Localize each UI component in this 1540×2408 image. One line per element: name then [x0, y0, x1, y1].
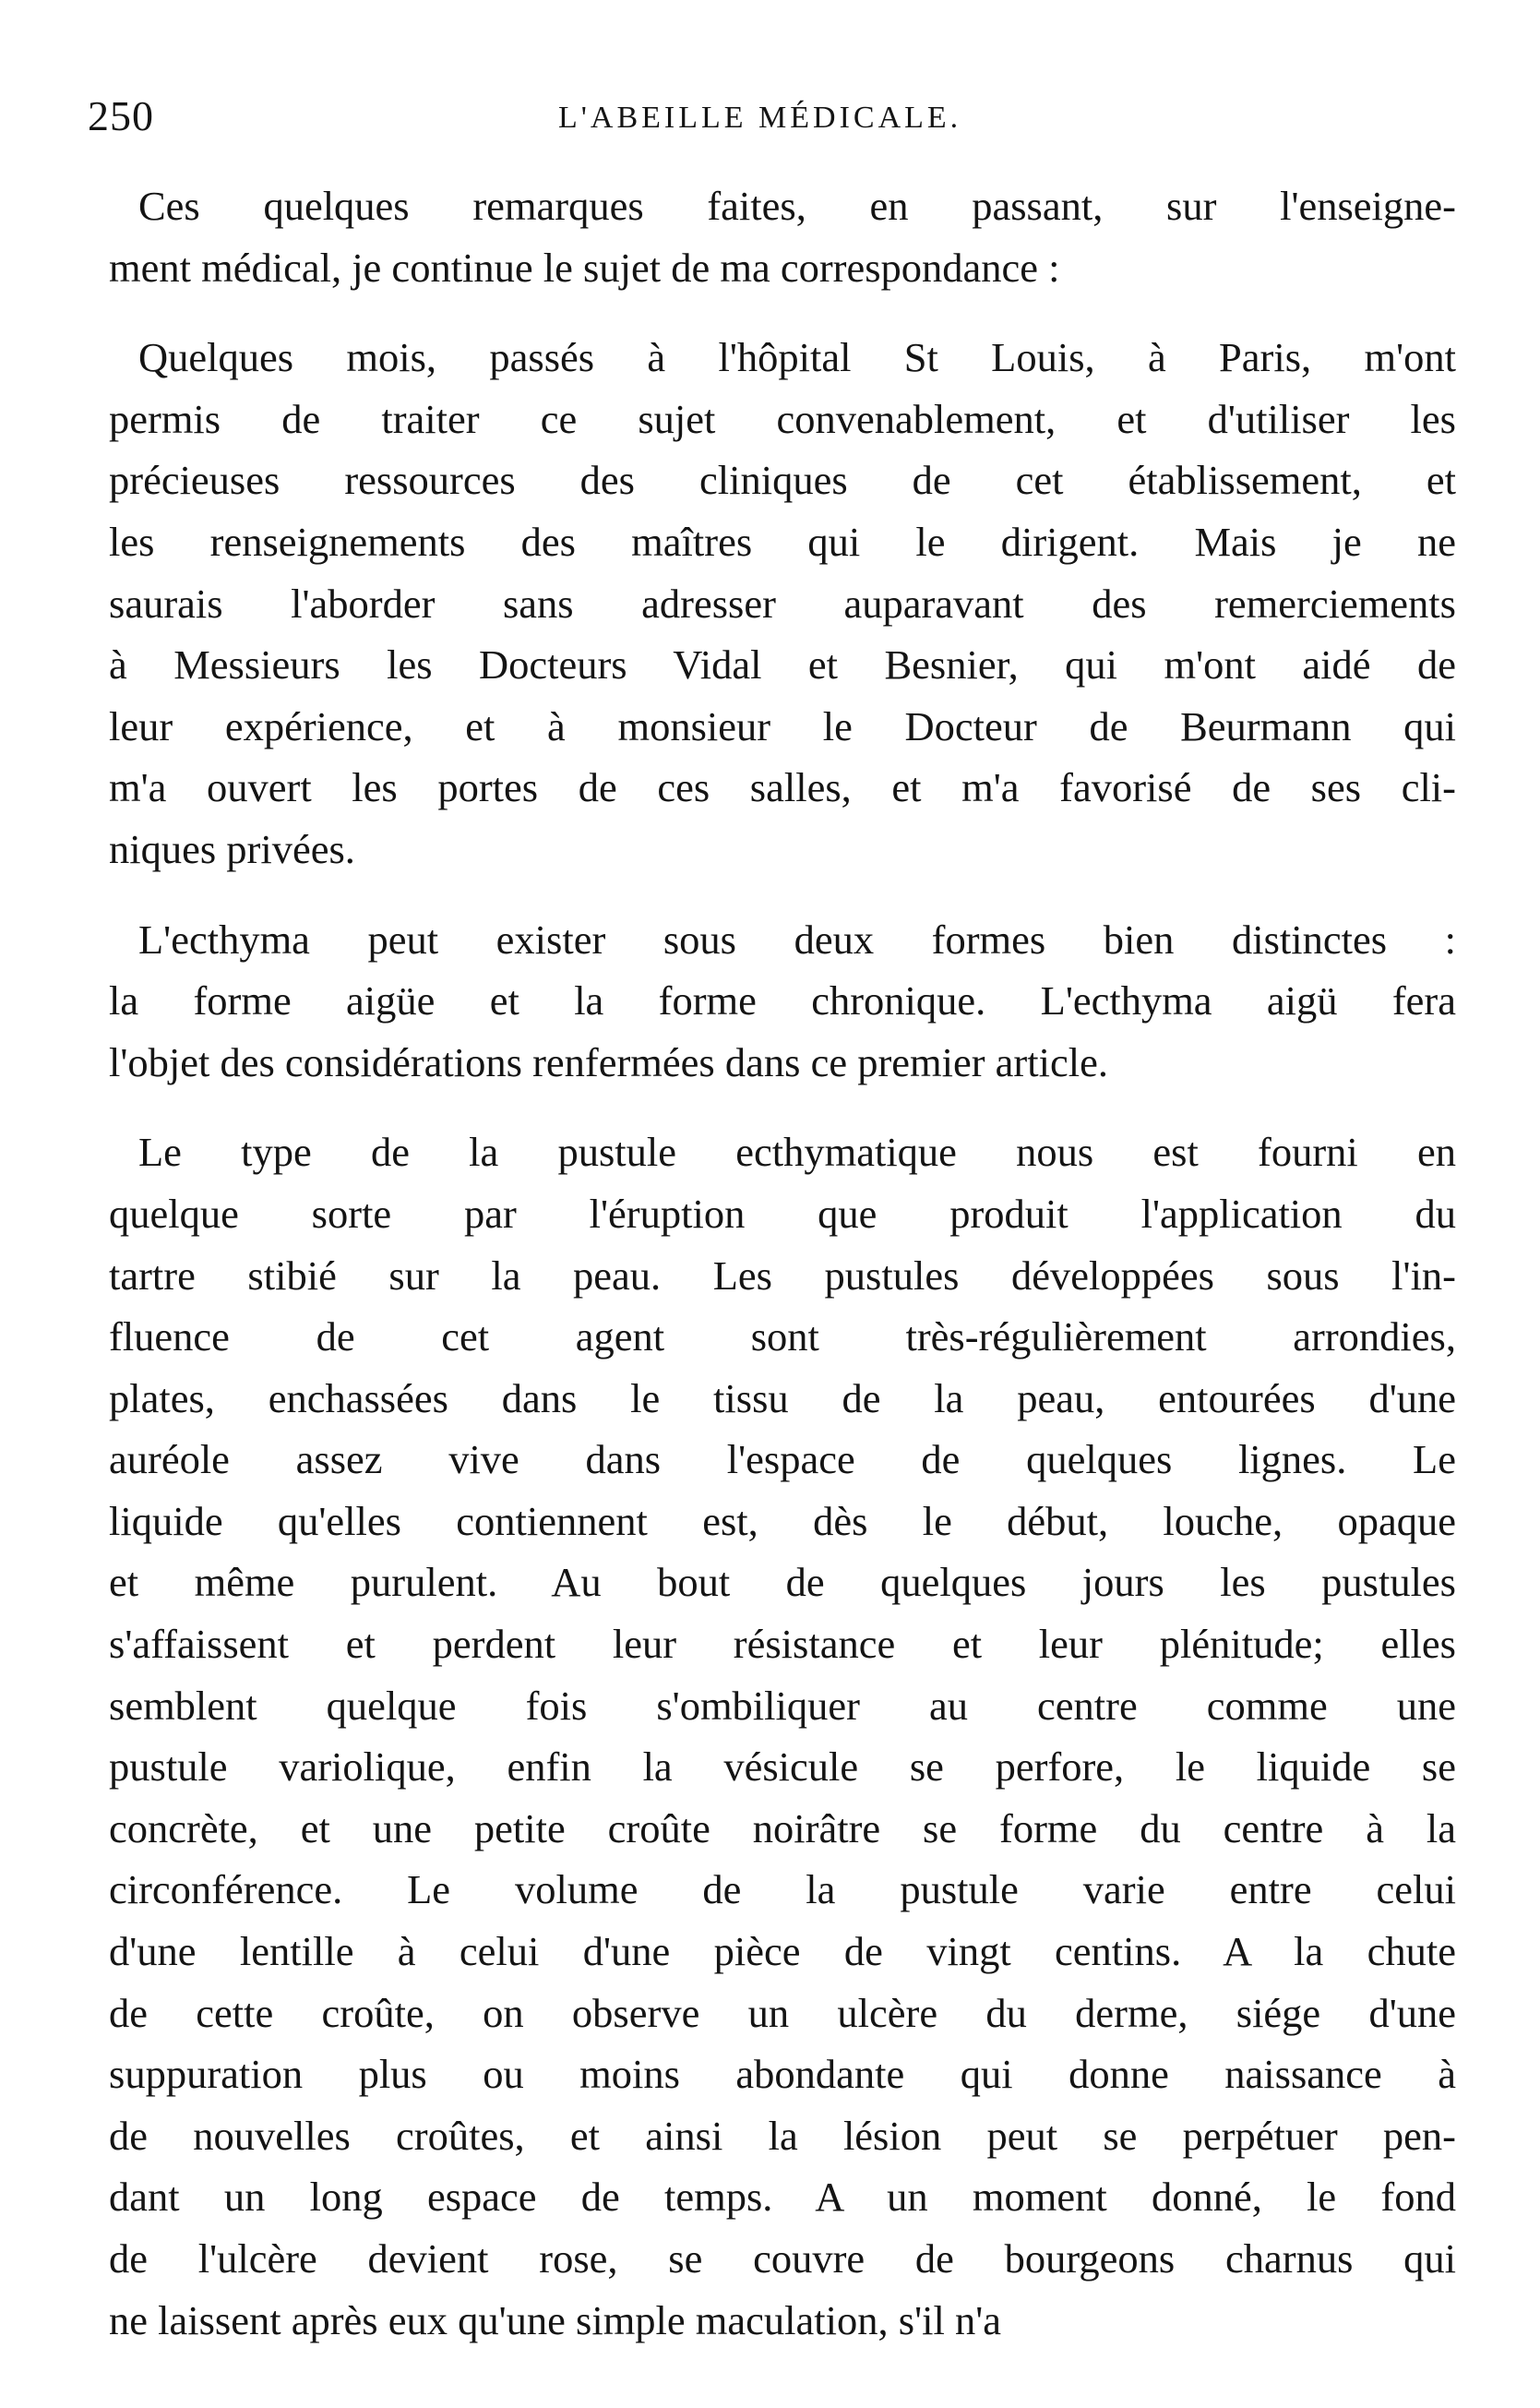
text-line: d'une lentille à celui d'une pièce de vingt centins. A la chute: [109, 1928, 1456, 1975]
page-number: 250: [88, 92, 154, 139]
running-title: L'ABEILLE MÉDICALE.: [558, 101, 962, 135]
text-line: de nouvelles croûtes, et ainsi la lésion peut se perpétuer pen-: [109, 2112, 1456, 2159]
text-line: tartre stibié sur la peau. Les pustules développées sous l'in-: [109, 1252, 1456, 1299]
paragraph: [109, 175, 1456, 298]
text-line: la forme aigüe et la forme chronique. L'ecthyma aigü fera: [109, 977, 1456, 1024]
body-text: [109, 175, 1456, 2379]
text-line: plates, enchassées dans le tissu de la peau, entourées d'une: [109, 1374, 1456, 1421]
paragraph: [109, 909, 1456, 1094]
text-line: précieuses ressources des cliniques de cet établissement, et: [109, 457, 1456, 504]
text-line: Le type de la pustule ecthymatique nous est fourni en: [138, 1129, 1456, 1176]
text-line: de cette croûte, on observe un ulcère du derme, siége d'une: [109, 1989, 1456, 2036]
text-line: permis de traiter ce sujet convenablement, et d'utiliser les: [109, 395, 1456, 442]
text-line: quelque sorte par l'éruption que produit l'application du: [109, 1190, 1456, 1237]
text-line: concrète, et une petite croûte noirâtre se forme du centre à la: [109, 1804, 1456, 1851]
text-line: s'affaissent et perdent leur résistance et leur plénitude; elles: [109, 1621, 1456, 1668]
text-line: m'a ouvert les portes de ces salles, et m'a favorisé de ses cli-: [109, 764, 1456, 811]
text-line: dant un long espace de temps. A un moment donné, le fond: [109, 2174, 1456, 2221]
text-line: circonférence. Le volume de la pustule varie entre celui: [109, 1866, 1456, 1913]
text-line: suppuration plus ou moins abondante qui donne naissance à: [109, 2051, 1456, 2098]
paragraph: [109, 327, 1456, 880]
text-line: liquide qu'elles contiennent est, dès le début, louche, opaque: [109, 1497, 1456, 1544]
text-line: et même purulent. Au bout de quelques jours les pustules: [109, 1559, 1456, 1606]
text-line: semblent quelque fois s'ombiliquer au centre comme une: [109, 1682, 1456, 1729]
text-line: ne laissent après eux qu'une simple maculation, s'il n'a: [109, 2296, 1001, 2343]
text-line: saurais l'aborder sans adresser auparavant des remerciements: [109, 580, 1456, 627]
text-line: leur expérience, et à monsieur le Docteur de Beurmann qui: [109, 702, 1456, 749]
page-header: [88, 89, 1453, 144]
text-line: Quelques mois, passés à l'hôpital St Louis, à Paris, m'ont: [138, 334, 1456, 381]
text-line: auréole assez vive dans l'espace de quelques lignes. Le: [109, 1436, 1456, 1483]
text-line: niques privées.: [109, 825, 355, 872]
text-line: fluence de cet agent sont très-régulièrement arrondies,: [109, 1313, 1456, 1360]
text-line: ment médical, je continue le sujet de ma correspondance :: [109, 244, 1060, 291]
text-line: à Messieurs les Docteurs Vidal et Besnier, qui m'ont aidé de: [109, 641, 1456, 689]
paragraph: [109, 1121, 1456, 2351]
text-line: L'ecthyma peut exister sous deux formes bien distinctes :: [138, 916, 1456, 963]
text-line: Ces quelques remarques faites, en passant, sur l'enseigne-: [138, 183, 1456, 229]
text-line: les renseignements des maîtres qui le dirigent. Mais je ne: [109, 518, 1456, 565]
text-line: de l'ulcère devient rose, se couvre de bourgeons charnus qui: [109, 2235, 1456, 2282]
text-line: pustule variolique, enfin la vésicule se perfore, le liquide se: [109, 1743, 1456, 1791]
text-line: l'objet des considérations renfermées dans ce premier article.: [109, 1038, 1108, 1085]
